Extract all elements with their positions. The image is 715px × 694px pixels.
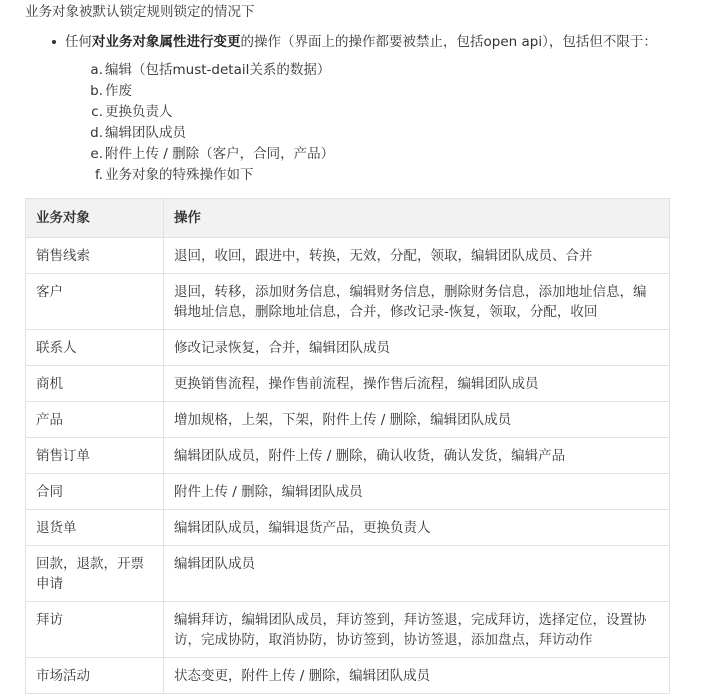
- operations-cell: 编辑团队成员，编辑退货产品，更换负责人: [164, 510, 670, 546]
- table-row: [26, 274, 670, 330]
- sub-list-marker: a.: [90, 62, 103, 78]
- table-row: [26, 602, 670, 658]
- sub-list-item: [25, 102, 715, 123]
- object-cell: 产品: [26, 402, 164, 438]
- operations-cell: 附件上传 / 删除，编辑团队成员: [164, 474, 670, 510]
- operations-cell: 更换销售流程，操作售前流程，操作售后流程，编辑团队成员: [164, 366, 670, 402]
- table-row: [26, 474, 670, 510]
- operations-cell: 状态变更，附件上传 / 删除，编辑团队成员: [164, 658, 670, 694]
- object-cell: 销售线索: [26, 238, 164, 274]
- object-cell: 合同: [26, 474, 164, 510]
- operations-cell: 编辑拜访，编辑团队成员，拜访签到，拜访签退，完成拜访，选择定位，设置协访，完成协防，取消协防，协访签到，协访签退，添加盘点，拜访动作: [164, 602, 670, 658]
- sub-list: [25, 60, 715, 186]
- operations-cell: 修改记录恢复，合并，编辑团队成员: [164, 330, 670, 366]
- sub-list-marker: f.: [94, 167, 103, 183]
- sub-list-marker: e.: [90, 146, 103, 162]
- sub-list-marker: b.: [90, 83, 103, 99]
- table-row: [26, 330, 670, 366]
- object-cell: 商机: [26, 366, 164, 402]
- bullet-dot-icon: [52, 40, 56, 44]
- table-header-row: [26, 199, 670, 238]
- operations-cell: 退回，收回，跟进中，转换，无效，分配，领取，编辑团队成员、合并: [164, 238, 670, 274]
- sub-list-text: 附件上传 / 删除（客户，合同，产品）: [105, 146, 335, 162]
- operations-cell: 增加规格，上架，下架，附件上传 / 删除，编辑团队成员: [164, 402, 670, 438]
- table-row: [26, 402, 670, 438]
- sub-list-item: [25, 60, 715, 81]
- bullet-suffix: 的操作（界面上的操作都要被禁止，包括open api），包括但不限于：: [240, 34, 657, 50]
- table-row: [26, 510, 670, 546]
- table-row: [26, 438, 670, 474]
- bullet-prefix: 任何: [65, 34, 92, 50]
- table-row: [26, 546, 670, 602]
- sub-list-item: [25, 165, 715, 186]
- table-row: [26, 366, 670, 402]
- sub-list-text: 作废: [105, 83, 132, 99]
- operations-cell: 编辑团队成员，附件上传 / 删除，确认收货，确认发货，编辑产品: [164, 438, 670, 474]
- object-cell: 市场活动: [26, 658, 164, 694]
- object-cell: 客户: [26, 274, 164, 330]
- object-cell: 联系人: [26, 330, 164, 366]
- operations-cell: 编辑团队成员: [164, 546, 670, 602]
- sub-list-text: 更换负责人: [105, 104, 173, 120]
- sub-list-item: [25, 81, 715, 102]
- sub-list-item: [25, 144, 715, 165]
- section-heading: 业务对象被默认锁定规则锁定的情况下: [25, 4, 255, 20]
- sub-list-marker: d.: [90, 125, 103, 141]
- header-operations: 操作: [164, 199, 670, 238]
- object-cell: 回款，退款，开票申请: [26, 546, 164, 602]
- object-cell: 退货单: [26, 510, 164, 546]
- object-cell: 销售订单: [26, 438, 164, 474]
- operations-cell: 退回，转移，添加财务信息，编辑财务信息，删除财务信息，添加地址信息，编辑地址信息，删除地址信息，合并，修改记录-恢复，领取，分配，收回: [164, 274, 670, 330]
- bullet-item: [25, 32, 715, 52]
- sub-list-item: [25, 123, 715, 144]
- sub-list-text: 编辑（包括must-detail关系的数据）: [105, 62, 331, 78]
- table-row: [26, 238, 670, 274]
- bullet-bold-text: 对业务对象属性进行变更: [92, 34, 241, 50]
- sub-list-text: 业务对象的特殊操作如下: [105, 167, 254, 183]
- sub-list-text: 编辑团队成员: [105, 125, 186, 141]
- table-row: [26, 658, 670, 694]
- object-cell: 拜访: [26, 602, 164, 658]
- header-business-object: 业务对象: [26, 199, 164, 238]
- operations-table: [25, 198, 670, 694]
- sub-list-marker: c.: [91, 104, 103, 120]
